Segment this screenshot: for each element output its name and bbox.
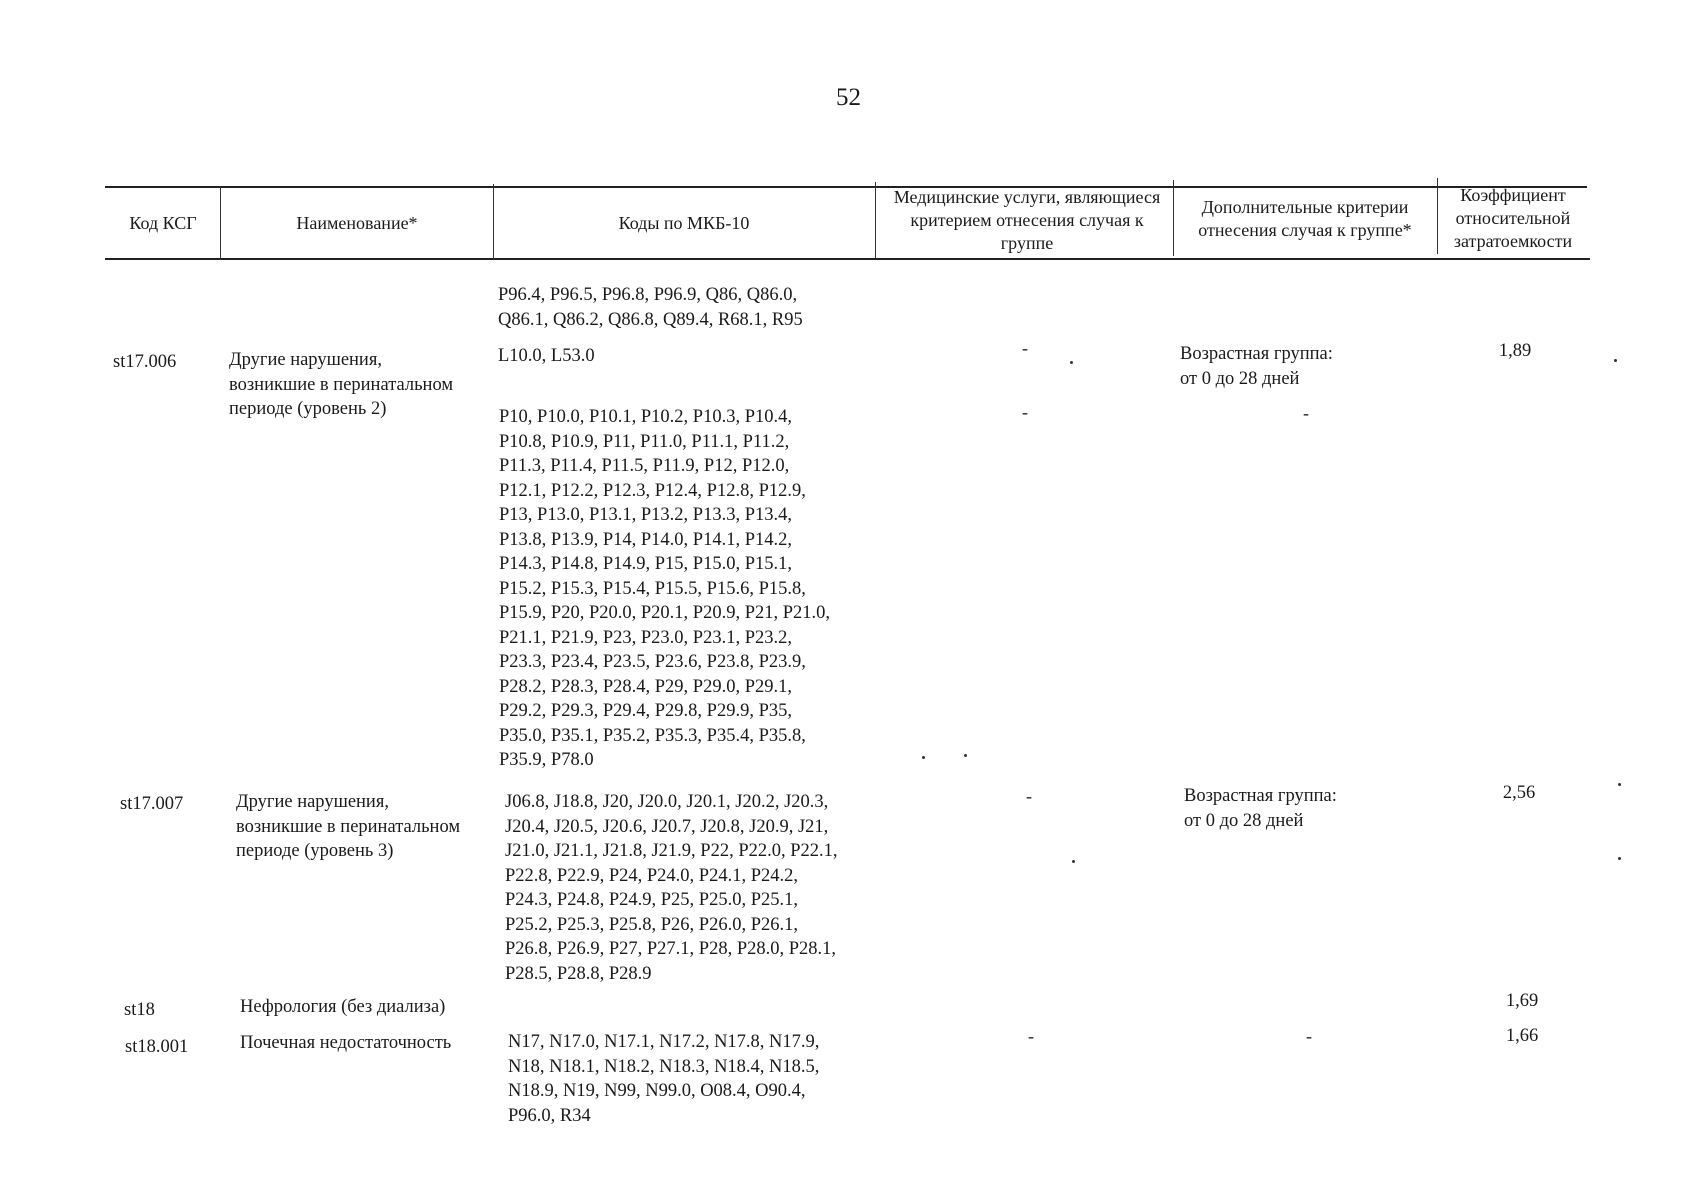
ksg-name: Нефрология (без диализа) (240, 997, 446, 1017)
services-value: - (1022, 402, 1028, 422)
header-name: Наименование* (296, 212, 418, 233)
header-additional-criteria: Дополнительные критерии отнесения случая к группе* (1198, 197, 1412, 240)
scan-speck (1614, 359, 1617, 362)
scan-speck (1618, 783, 1621, 786)
icd-codes: N17, N17.0, N17.1, N17.2, N17.8, N17.9, N18, N18.1, N18.2, N18.3, N18.4, N18.5, N18.9, N19, N99, N99.0, O08.4, O90.4, P96.0, R34 (508, 1032, 820, 1126)
scan-speck (922, 756, 925, 759)
services-value: - (1022, 338, 1028, 358)
icd-codes: J06.8, J18.8, J20, J20.0, J20.1, J20.2, J20.3, J20.4, J20.5, J20.6, J20.7, J20.8, J20.9, J21, J21.0, J21.1, J21.8, J21.9, P22, P22.0, P22.1, P22.8, P22.9, P24, P24.0, P24.1, P24.2, P24.3, P24.8, P24.9, P25, P25.0, P25.1, P25.2, P25.3, P25.8, P26, P26.0, P26.1, P26.8, P26.9, P27, P27.1, P28, P28.0, P28.1, P28.5, P28.8, P28.9 (505, 792, 838, 984)
ksg-code: st17.006 (113, 352, 177, 372)
additional-criteria: - (1303, 403, 1309, 423)
additional-criteria: Возрастная группа: от 0 до 28 дней (1180, 344, 1333, 389)
ksg-code: st17.007 (120, 794, 184, 814)
page-number: 52 (836, 84, 861, 111)
header-divider (1173, 180, 1174, 256)
services-value: - (1028, 1026, 1034, 1046)
header-medical-services: Медицинские услуги, являющиеся критерием отнесения случая к группе (893, 186, 1161, 253)
header-icd10-codes: Коды по МКБ-10 (618, 212, 750, 233)
header-divider (875, 182, 876, 258)
scan-speck (964, 754, 967, 757)
additional-criteria: Возрастная группа: от 0 до 28 дней (1184, 786, 1337, 831)
header-divider (1437, 178, 1438, 254)
scan-speck (1618, 857, 1621, 860)
services-value: - (1026, 786, 1032, 806)
ksg-code: st18 (124, 1000, 155, 1020)
icd-codes: L10.0, L53.0 (498, 346, 595, 366)
cost-coefficient: 2,56 (1502, 783, 1536, 803)
header-cost-coefficient: Коэффициент относительной затратоемкости (1453, 184, 1573, 251)
ksg-code: st18.001 (125, 1037, 189, 1057)
header-bottom-rule (105, 258, 1590, 260)
cost-coefficient: 1,69 (1505, 991, 1539, 1011)
icd-codes: P10, P10.0, P10.1, P10.2, P10.3, P10.4, P10.8, P10.9, P11, P11.0, P11.1, P11.2, P11.3, P11.4, P11.5, P11.9, P12, P12.0, P12.1, P12.2, P12.3, P12.4, P12.8, P12.9, P13, P13.0, P13.1, P13.2, P13.3, P13.4, P13.8, P13.9, P14, P14.0, P14.1, P14.2, P14.3, P14.8, P14.9, P15, P15.0, P15.1, P15.2, P15.3, P15.4, P15.5, P15.6, P15.8, P15.9, P20, P20.0, P20.1, P20.9, P21, P21.0, P21.1, P21.9, P23, P23.0, P23.1, P23.2, P23.3, P23.4, P23.5, P23.6, P23.8, P23.9, P28.2, P28.3, P28.4, P29, P29.0, P29.1, P29.2, P29.3, P29.4, P29.8, P29.9, P35, P35.0, P35.1, P35.2, P35.3, P35.4, P35.8, P35.9, P78.0 (499, 407, 831, 770)
scan-speck (1072, 860, 1075, 863)
cost-coefficient: 1,66 (1505, 1026, 1539, 1046)
header-ksg-code: Код КСГ (129, 212, 197, 233)
ksg-name: Другие нарушения, возникшие в перинатальном периоде (уровень 2) (229, 350, 454, 419)
cost-coefficient: 1,89 (1498, 341, 1532, 361)
scan-speck (1070, 361, 1073, 364)
additional-criteria: - (1306, 1026, 1312, 1046)
ksg-name: Почечная недостаточность (240, 1033, 452, 1053)
header-divider (220, 186, 221, 260)
ksg-name: Другие нарушения, возникшие в перинатальном периоде (уровень 3) (236, 792, 461, 861)
continuation-icd-codes: P96.4, P96.5, P96.8, P96.9, Q86, Q86.0, Q86.1, Q86.2, Q86.8, Q89.4, R68.1, R95 (498, 285, 803, 330)
header-divider (493, 184, 494, 260)
